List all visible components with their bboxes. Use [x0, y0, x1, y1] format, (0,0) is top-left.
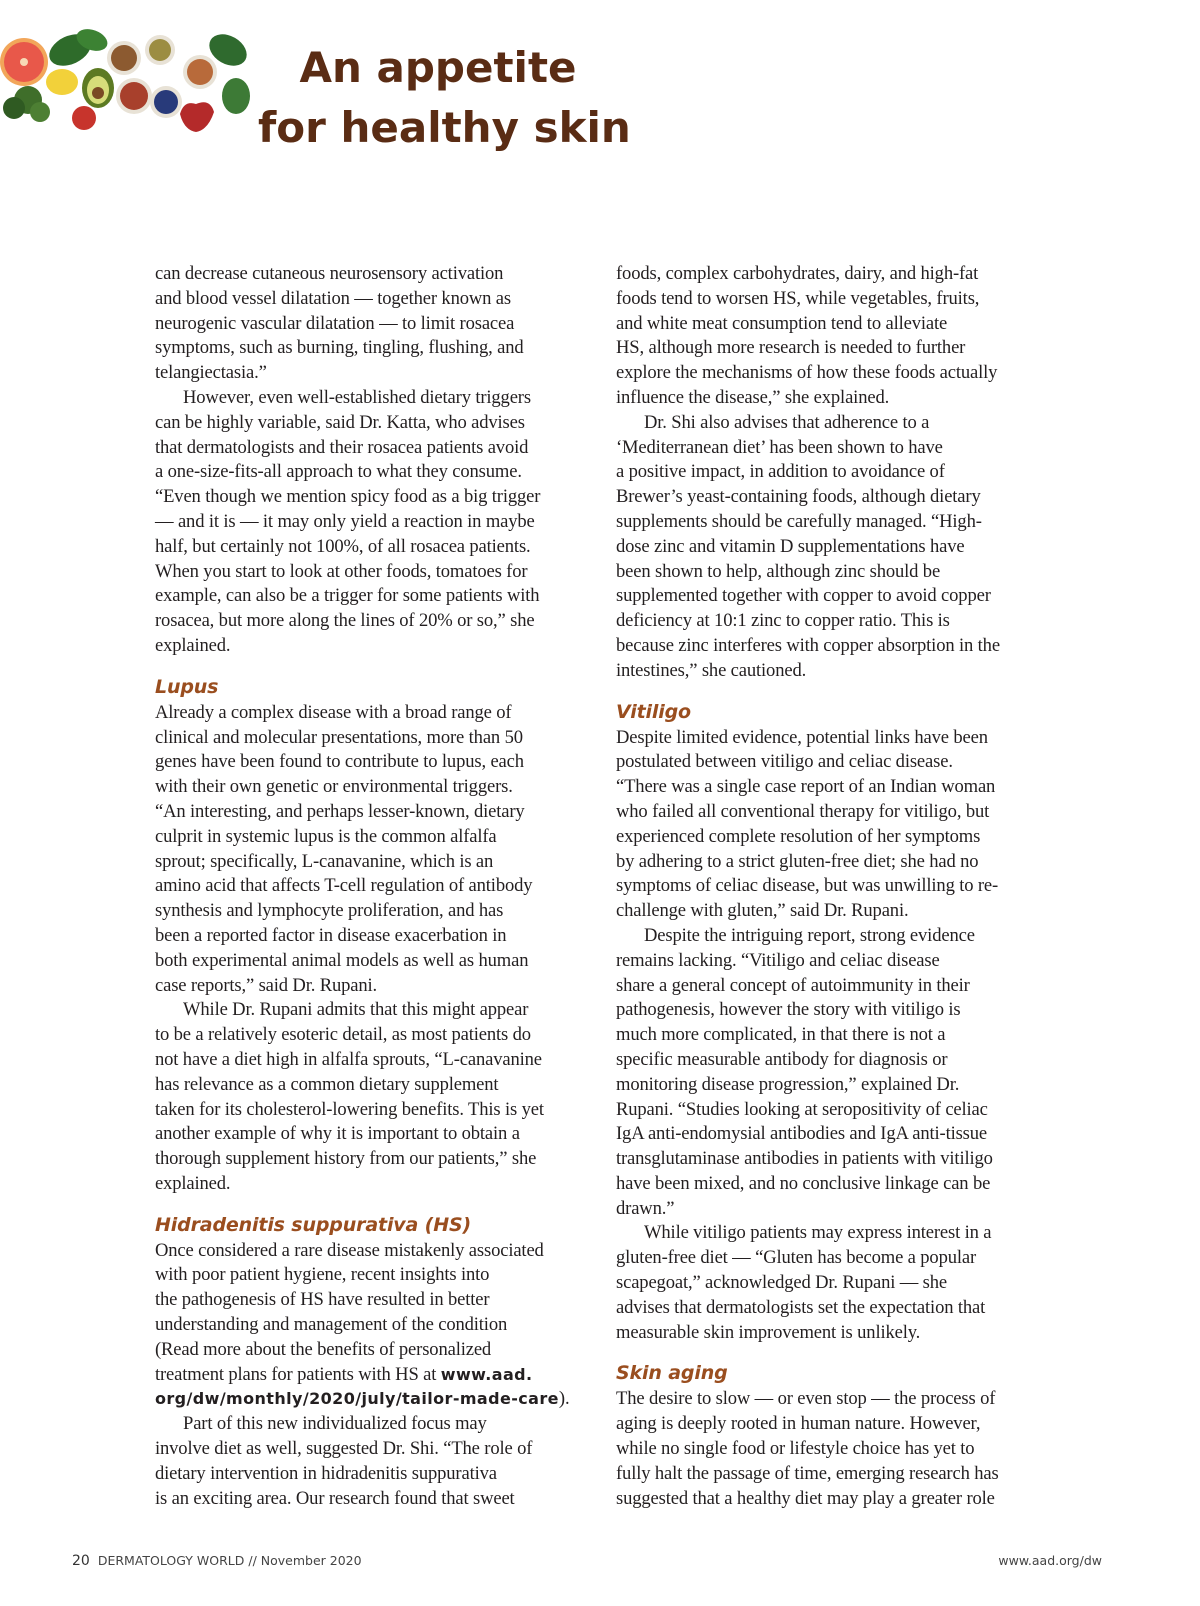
body-text-line: foods tend to worsen HS, while vegetables, fruits, [616, 287, 980, 309]
avocado-icon [82, 68, 114, 108]
body-text-line: share a general concept of autoimmunity in their [616, 974, 970, 996]
footer-website[interactable]: www.aad.org/dw [998, 1553, 1102, 1568]
body-text-line: neurogenic vascular dilatation — to limit rosacea [155, 312, 515, 334]
section-heading: Vitiligo [616, 700, 691, 723]
body-text-line: dose zinc and vitamin D supplementations have [616, 535, 965, 557]
body-text-line: who failed all conventional therapy for vitiligo, but [616, 800, 990, 822]
body-text-line: — and it is — it may only yield a reaction in maybe [155, 510, 535, 532]
body-text-line: aging is deeply rooted in human nature. However, [616, 1413, 981, 1435]
body-text-line: explained. [155, 1172, 231, 1194]
body-text-line: ‘Mediterranean diet’ has been shown to have [616, 436, 943, 458]
body-text-line: a positive impact, in addition to avoidance of [616, 461, 945, 483]
spinach-icon [44, 25, 110, 72]
lemon-icon [46, 69, 78, 95]
body-text-line: The desire to slow — or even stop — the process of [616, 1388, 996, 1410]
body-text-line: However, even well-established dietary triggers [183, 386, 531, 408]
body-text-line: not have a diet high in alfalfa sprouts, “L-canavanine [155, 1048, 542, 1070]
body-text-line: symptoms of celiac disease, but was unwilling to re- [616, 875, 999, 897]
body-text-line: Despite limited evidence, potential links have been [616, 726, 988, 748]
publication-info: DERMATOLOGY WORLD // November 2020 [97, 1553, 362, 1568]
body-text-line: much more complicated, in that there is not a [616, 1024, 946, 1046]
body-text-line: IgA anti-endomysial antibodies and IgA anti-tissue [616, 1123, 988, 1145]
body-text-line: to be a relatively esoteric detail, as most patients do [155, 1024, 531, 1046]
bowl-of-grains-icon [116, 78, 152, 114]
body-text-line: with their own genetic or environmental triggers. [155, 776, 513, 798]
body-text-line: Despite the intriguing report, strong evidence [644, 924, 975, 946]
body-text-line: Already a complex disease with a broad range of [155, 701, 512, 723]
article-column-right [616, 262, 1048, 1511]
body-text-line: another example of why it is important to obtain a [155, 1123, 520, 1145]
body-text-line: and white meat consumption tend to alleviate [616, 312, 948, 334]
body-text-line: both experimental animal models as well as human [155, 949, 529, 971]
body-text-line: taken for its cholesterol-lowering benefits. This is yet [155, 1098, 544, 1120]
strawberry-icon [180, 102, 214, 132]
body-text-line: clinical and molecular presentations, more than 50 [155, 726, 523, 748]
body-text-line [155, 1387, 587, 1412]
body-text-line: explore the mechanisms of how these foods actually [616, 362, 998, 384]
body-text-line: the pathogenesis of HS have resulted in better [155, 1289, 490, 1311]
body-text-line: fully halt the passage of time, emerging research has [616, 1462, 999, 1484]
body-text-line: Part of this new individualized focus may [183, 1413, 487, 1435]
body-text-line: specific measurable antibody for diagnosis or [616, 1048, 948, 1070]
body-text-line: a one-size-fits-all approach to what they consume. [155, 461, 522, 483]
body-text-line: transglutaminase antibodies in patients with vitiligo [616, 1148, 993, 1170]
body-text-line: challenge with gluten,” said Dr. Rupani. [616, 900, 909, 922]
body-text-line: sprout; specifically, L-canavanine, which is an [155, 850, 494, 872]
body-text-line: “Even though we mention spicy food as a big trigger [155, 486, 541, 508]
body-text-line: has relevance as a common dietary supplement [155, 1073, 499, 1095]
body-text-line: gluten-free diet — “Gluten has become a popular [616, 1247, 977, 1269]
body-text-line: influence the disease,” she explained. [616, 386, 890, 408]
section-heading: Hidradenitis suppurativa (HS) [155, 1213, 472, 1236]
body-text-line: supplements should be carefully managed. “High- [616, 510, 982, 532]
body-text-line: pathogenesis, however the story with vitiligo is [616, 999, 961, 1021]
body-text-line: understanding and management of the condition [155, 1314, 508, 1336]
body-text-line: HS, although more research is needed to further [616, 337, 966, 359]
body-text-line: postulated between vitiligo and celiac disease. [616, 751, 953, 773]
body-text-line: thorough supplement history from our patients,” she [155, 1148, 537, 1170]
body-text-line: can be highly variable, said Dr. Katta, who advises [155, 411, 525, 433]
article-link[interactable]: www.aad. [440, 1364, 533, 1384]
body-text: treatment plans for patients with HS at [155, 1363, 441, 1385]
body-text-line: measurable skin improvement is unlikely. [616, 1321, 921, 1343]
body-text-line: half, but certainly not 100%, of all rosacea patients. [155, 535, 531, 557]
body-text-line: deficiency at 10:1 zinc to copper ratio. This is [616, 610, 950, 632]
bowl-of-seeds-icon [145, 35, 175, 65]
body-text-line: because zinc interferes with copper absorption in the [616, 634, 1000, 656]
body-text-line: (Read more about the benefits of personalized [155, 1338, 492, 1360]
body-text-line: drawn.” [616, 1197, 675, 1219]
body-text-line: monitoring disease progression,” explained Dr. [616, 1073, 960, 1095]
body-text-line: dietary intervention in hidradenitis suppurativa [155, 1462, 497, 1484]
body-text-line: Rupani. “Studies looking at seropositivity of celiac [616, 1098, 988, 1120]
body-text-line: can decrease cutaneous neurosensory activation [155, 263, 504, 284]
page-title [258, 38, 631, 158]
body-text-line: that dermatologists and their rosacea patients avoid [155, 436, 529, 458]
bowl-of-blueberries-icon [150, 86, 182, 118]
page-number: 20 [72, 1553, 90, 1569]
apple-icon [72, 106, 96, 130]
food-banner-image [0, 0, 260, 140]
footer-left [72, 1553, 362, 1569]
body-text-line: synthesis and lymphocyte proliferation, and has [155, 900, 504, 922]
body-text-line: with poor patient hygiene, recent insights into [155, 1264, 490, 1286]
body-text-line: When you start to look at other foods, tomatoes for [155, 560, 528, 582]
body-text-line [155, 1363, 587, 1388]
body-text-line: symptoms, such as burning, tingling, flushing, and [155, 337, 524, 359]
body-text-line: been shown to help, although zinc should be [616, 560, 941, 582]
body-text-line: is an exciting area. Our research found that sweet [155, 1487, 515, 1509]
body-text-line: example, can also be a trigger for some patients with [155, 585, 540, 607]
body-text-line: explained. [155, 634, 231, 656]
grapefruit-icon [0, 38, 48, 86]
article-link[interactable]: org/dw/monthly/2020/july/tailor-made-care [155, 1389, 559, 1409]
body-text-line: While Dr. Rupani admits that this might appear [183, 999, 529, 1021]
body-text: ). [558, 1388, 570, 1410]
body-text-line: Brewer’s yeast-containing foods, although dietary [616, 486, 981, 508]
body-text-line: While vitiligo patients may express interest in a [644, 1222, 992, 1244]
body-text-line: intestines,” she cautioned. [616, 659, 807, 681]
body-text-line: while no single food or lifestyle choice has yet to [616, 1438, 975, 1460]
title-line-2: for healthy skin [258, 103, 631, 152]
section-heading: Skin aging [616, 1362, 728, 1385]
body-text-line: rosacea, but more along the lines of 20% or so,” she [155, 610, 535, 632]
body-text-line: experienced complete resolution of her symptoms [616, 825, 981, 847]
body-text-line: Once considered a rare disease mistakenly associated [155, 1239, 544, 1261]
body-text-line: have been mixed, and no conclusive linkage can be [616, 1172, 991, 1194]
body-text-line: suggested that a healthy diet may play a greater role [616, 1487, 995, 1509]
broccoli-icon [3, 86, 50, 122]
bowl-of-nuts-icon [107, 41, 141, 75]
body-text-line: Dr. Shi also advises that adherence to a [644, 411, 930, 433]
body-text-line: by adhering to a strict gluten-free diet; she had no [616, 850, 979, 872]
body-text-line: supplemented together with copper to avoid copper [616, 585, 991, 607]
body-text-line: amino acid that affects T-cell regulation of antibody [155, 875, 533, 897]
bowl-of-almonds-icon [183, 55, 217, 89]
body-text-line: scapegoat,” acknowledged Dr. Rupani — she [616, 1272, 948, 1294]
body-text-line: “An interesting, and perhaps lesser-known, dietary [155, 800, 525, 822]
body-text-line: “There was a single case report of an Indian woman [616, 776, 996, 798]
title-line-1: An appetite [299, 43, 577, 92]
body-text-line: culprit in systemic lupus is the common alfalfa [155, 825, 497, 847]
body-text-line: remains lacking. “Vitiligo and celiac disease [616, 949, 940, 971]
body-text-line: advises that dermatologists set the expectation that [616, 1296, 986, 1318]
body-text-line: genes have been found to contribute to lupus, each [155, 751, 524, 773]
body-text-line: case reports,” said Dr. Rupani. [155, 974, 378, 996]
article-column-left [155, 262, 587, 1511]
body-text-line: been a reported factor in disease exacerbation in [155, 924, 507, 946]
body-text-line: foods, complex carbohydrates, dairy, and high-fat [616, 263, 979, 284]
body-text-line: and blood vessel dilatation — together known as [155, 287, 511, 309]
section-heading: Lupus [155, 675, 219, 698]
body-text-line: involve diet as well, suggested Dr. Shi. “The role of [155, 1438, 533, 1460]
body-text-line: telangiectasia.” [155, 362, 267, 384]
